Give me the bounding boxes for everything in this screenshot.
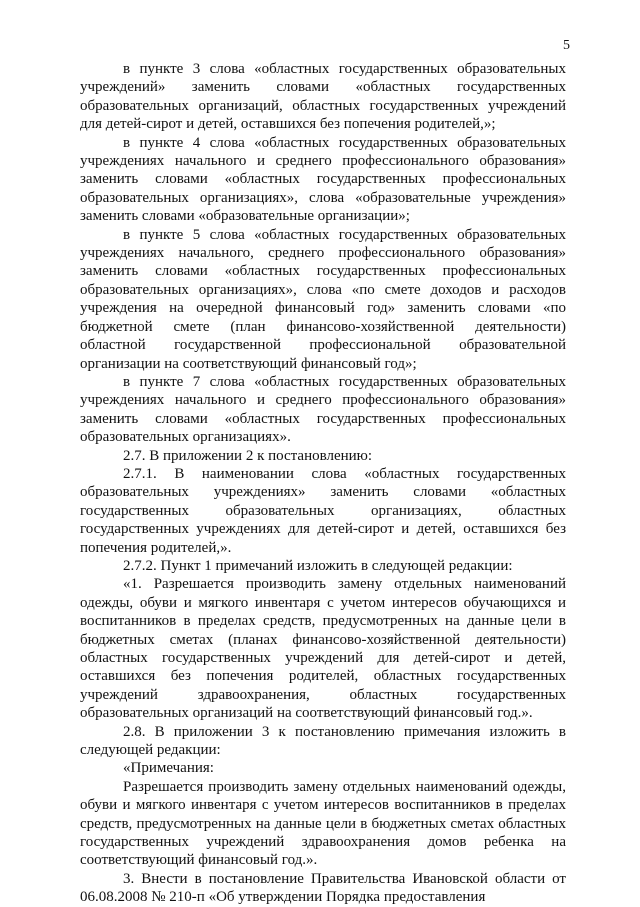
paragraph-note-1-text: «1. Разрешается производить замену отдельных наименований одежды, обуви и мягкого инвентаря с учетом интересов обучающихся и воспитанников в пределах средств, предусмотренных на данные цели в бюджетных сметах (планах финансово-хозяйственной деятельности) областных государственных учреждений для детей-сирот и детей, оставшихся без попечения родителей, областных государственных учреждений здравоохранения, областных государственных образовательных организаций на соответствующий финансовый год.». <box>80 576 566 722</box>
paragraph-section-2-7: 2.7. В приложении 2 к постановлению: <box>123 447 373 464</box>
paragraph-item-7-amendment: в пункте 7 слова «областных государственных образовательных учреждениях начального и среднего профессионального образования» заменить словами «областных государственных профессиональных образовательных организациях». <box>80 373 566 446</box>
paragraph-item-5-amendment: в пункте 5 слова «областных государственных образовательных учреждениях начального, среднего профессионального образования» заменить словами «областных государственных профессиональных образовательных организациях», слова «по смете доходов и расходов учреждения на очередной финансовый год» заменить словами «по бюджетной смете (план финансово-хозяйственной деятельности) областной государственной профессиональной образовательной организации на соответствующий финансовый год»; <box>80 226 566 372</box>
paragraph-section-2-8: 2.8. В приложении 3 к постановлению примечания изложить в следующей редакции: <box>80 723 566 759</box>
paragraph-item-3-amendment: в пункте 3 слова «областных государственных образовательных учреждений» заменить словами «областных государственных образовательных организаций, областных государственных учреждений для детей-сирот и детей, оставшихся без попечения родителей,»; <box>80 61 566 133</box>
paragraph-section-3: 3. Внести в постановление Правительства Ивановской области от 06.08.2008 № 210-п «Об утверждении Порядка предоставления <box>80 870 566 906</box>
page-number: 5 <box>563 38 570 53</box>
paragraph-section-2-7-1: 2.7.1. В наименовании слова «областных государственных образовательных учреждениях» заменить словами «областных государственных образовательных организациях, областных государственных учреждениях для детей-сирот и детей, оставшихся без попечения родителей,». <box>80 465 566 556</box>
paragraph-notes-heading: «Примечания: <box>123 760 214 777</box>
document-body <box>80 60 566 907</box>
paragraph-notes-text: Разрешается производить замену отдельных наименований одежды, обуви и мягкого инвентаря с учетом интересов воспитанников в пределах средств, предусмотренных на данные цели в бюджетных сметах областных государственных учреждений здравоохранения домов ребенка на соответствующий финансовый год.». <box>80 778 566 869</box>
paragraph-section-2-7-2: 2.7.2. Пункт 1 примечаний изложить в следующей редакции: <box>123 557 513 574</box>
paragraph-item-4-amendment: в пункте 4 слова «областных государственных образовательных учреждениях начального и среднего профессионального образования» заменить словами «областных государственных профессиональных образовательных организациях», слова «образовательные учреждения» заменить словами «образовательные организации»; <box>80 134 566 225</box>
